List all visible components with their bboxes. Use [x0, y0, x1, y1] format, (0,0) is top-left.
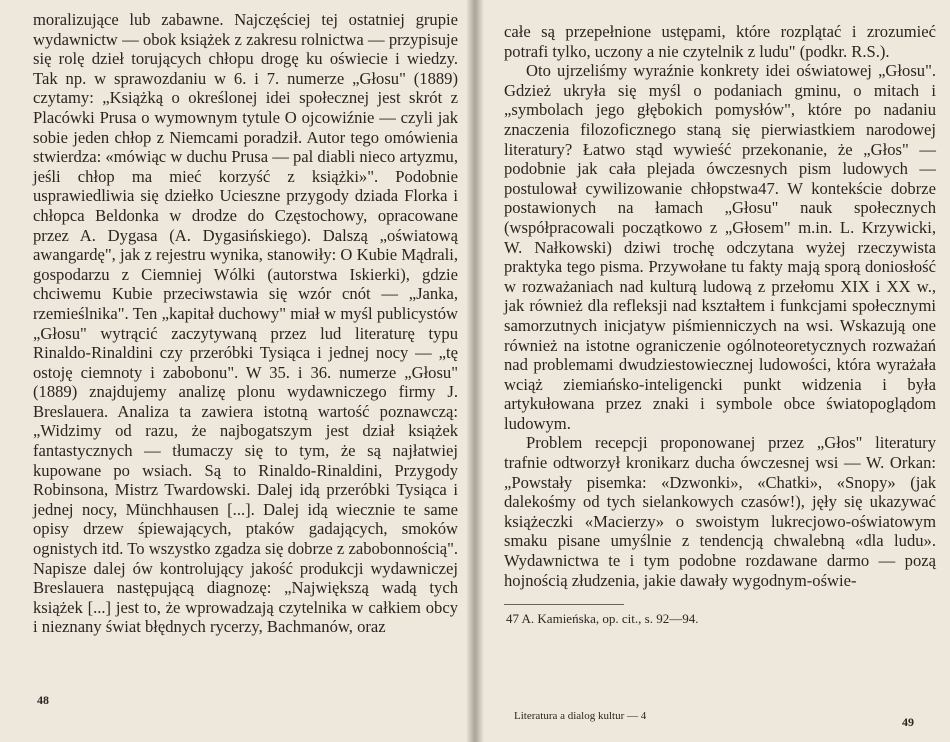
right-paragraph-2: Oto ujrzeliśmy wyraźnie konkrety idei oświatowej „Głosu". Gdzież ukryła się myśl o podaniach gminu, o mitach i „symbolach jego głębokich pomysłów", które po nadaniu znaczenia filozoficznego staną się pierwiastkiem narodowej literatury? Łatwo stąd wywieść przekonanie, że „Głos" — podobnie jak cała plejada ówczesnych pism ludowych — postulował cywilizowanie chłopstwa47. W kontekście dobrze postawionych na łamach „Głosu" nauk społecznych (współpracowali początkowo z „Głosem" m.in. L. Krzywicki, W. Nałkowski) dziwi trochę odczytana wyżej rzeczywista praktyka tego pisma. Przywołane tu fakty mają sporą doniosłość w rozważaniach nad kulturą ludową z przełomu XIX i XX w., jak również dla refleksji nad kształtem i funkcjami społecznymi samorzutnych inicjatyw piśmienniczych na wsi. Wskazują one również na istotne ograniczenie ogólnoteoretycznych rozważań nad problemami dwudziestowiecznej ludowości, która wyrażała wciąż ziemiańsko-inteligencki punkt widzenia i była artykułowana przez znaki i symbole obce światopoglądom ludowym.	[504, 61, 936, 433]
left-page	[0, 0, 474, 742]
page-number-left: 48	[37, 693, 49, 707]
right-page-text	[504, 22, 936, 590]
left-paragraph-1: moralizujące lub zabawne. Najczęściej tej ostatniej grupie wydawnictw — obok książek z zakresu rolnictwa — przypisuje się rolę dzieł torujących chłopu drogę ku oświecie i wiedzy. Tak np. w sprawozdaniu w 6. i 7. numerze „Głosu" (1889) czytamy: „Książką o określonej idei społecznej jest skrót z Placówki Prusa o wymownym tytule O ojcowiźnie — czyli jak sobie jeden chłop z Niemcami poradził. Autor tego omówienia stwierdza: «mówiąc w duchu Prusa — pal diabli nieco artyzmu, jeśli chłop ma mieć korzyść z książki»". Podobnie usprawiedliwia się dziełko Ucieszne przygody dziada Florka i chłopca Beldonka w drodze do Częstochowy, opracowane przez A. Dygasa (A. Dygasińskiego). Dalszą „oświatową awangardę", jak z rejestru wynika, stanowiły: O Kubie Mądrali, gospodarzu z Ciemniej Wólki (autorstwa Iskierki), gdzie chciwemu Kubie przeciwstawia się wzór cnót — „Janka, rzemieślnika". Ten „kapitał duchowy" miał w myśl publicystów „Głosu" wytrącić zaczytywaną przez lud literaturę typu Rinaldo-Rinaldini czy przeróbki Tysiąca i jednej nocy — „tę ostoję ciemnoty i zabobonu". W 35. i 36. numerze „Głosu" (1889) znajdujemy analizę plonu wydawniczego firmy J. Breslauera. Analiza ta zawiera istotną wartość poznawczą: „Widzimy od razu, że najbogatszym jest dział książek fantastycznych — tłumaczy się to tym, że są najłatwiej kupowane po wsiach. Są to Rinaldo-Rinaldini, Przygody Robinsona, Mistrz Twardowski. Dalej idą przeróbki Tysiąca i jednej nocy, Münchhausen [...]. Dalej idą wiecznie te same opisy drzew śpiewających, ptaków gadających, smoków ognistych itd. To wszystko zgadza się dobrze z zabobonnością". Napisze dalej ów kontrolujący jakość produkcji wydawniczej Breslauera następującą diagnozę: „Największą wadą tych książek [...] jest to, że wprowadzają czytelnika w całkiem obcy i nieznany świat błędnych rycerzy, Bachmanów, oraz	[33, 10, 458, 637]
page-number-right: 49	[902, 715, 914, 729]
right-paragraph-1: całe są przepełnione ustępami, które rozplątać i zrozumieć potrafi tylko, uczony a nie czytelnik z ludu" (podkr. R.S.).	[504, 22, 936, 61]
running-footer: Literatura a dialog kultur — 4	[514, 710, 647, 722]
footnote-divider	[504, 604, 624, 605]
left-page-text	[33, 10, 458, 637]
footnote-47: 47 A. Kamieńska, op. cit., s. 92—94.	[506, 611, 699, 627]
right-paragraph-3: Problem recepcji proponowanej przez „Głos" literatury trafnie odtworzył kronikarz ducha ówczesnej wsi — W. Orkan: „Powstały pisemka: «Dzwonki», «Chatki», «Snopy» (jak dalekośmy od tych sielankowych czasów!), jęły się ukazywać książeczki «Macierzy» o swoistym lukrecjowo-oświatowym smaku pisane umyślnie z tendencją chwalebną «dla ludu». Wydawnictwa te i tym podobne rozdawane darmo — pozą hojnością złudzenia, jakie dawały wygodnym-oświe-	[504, 433, 936, 590]
right-page	[474, 0, 950, 742]
